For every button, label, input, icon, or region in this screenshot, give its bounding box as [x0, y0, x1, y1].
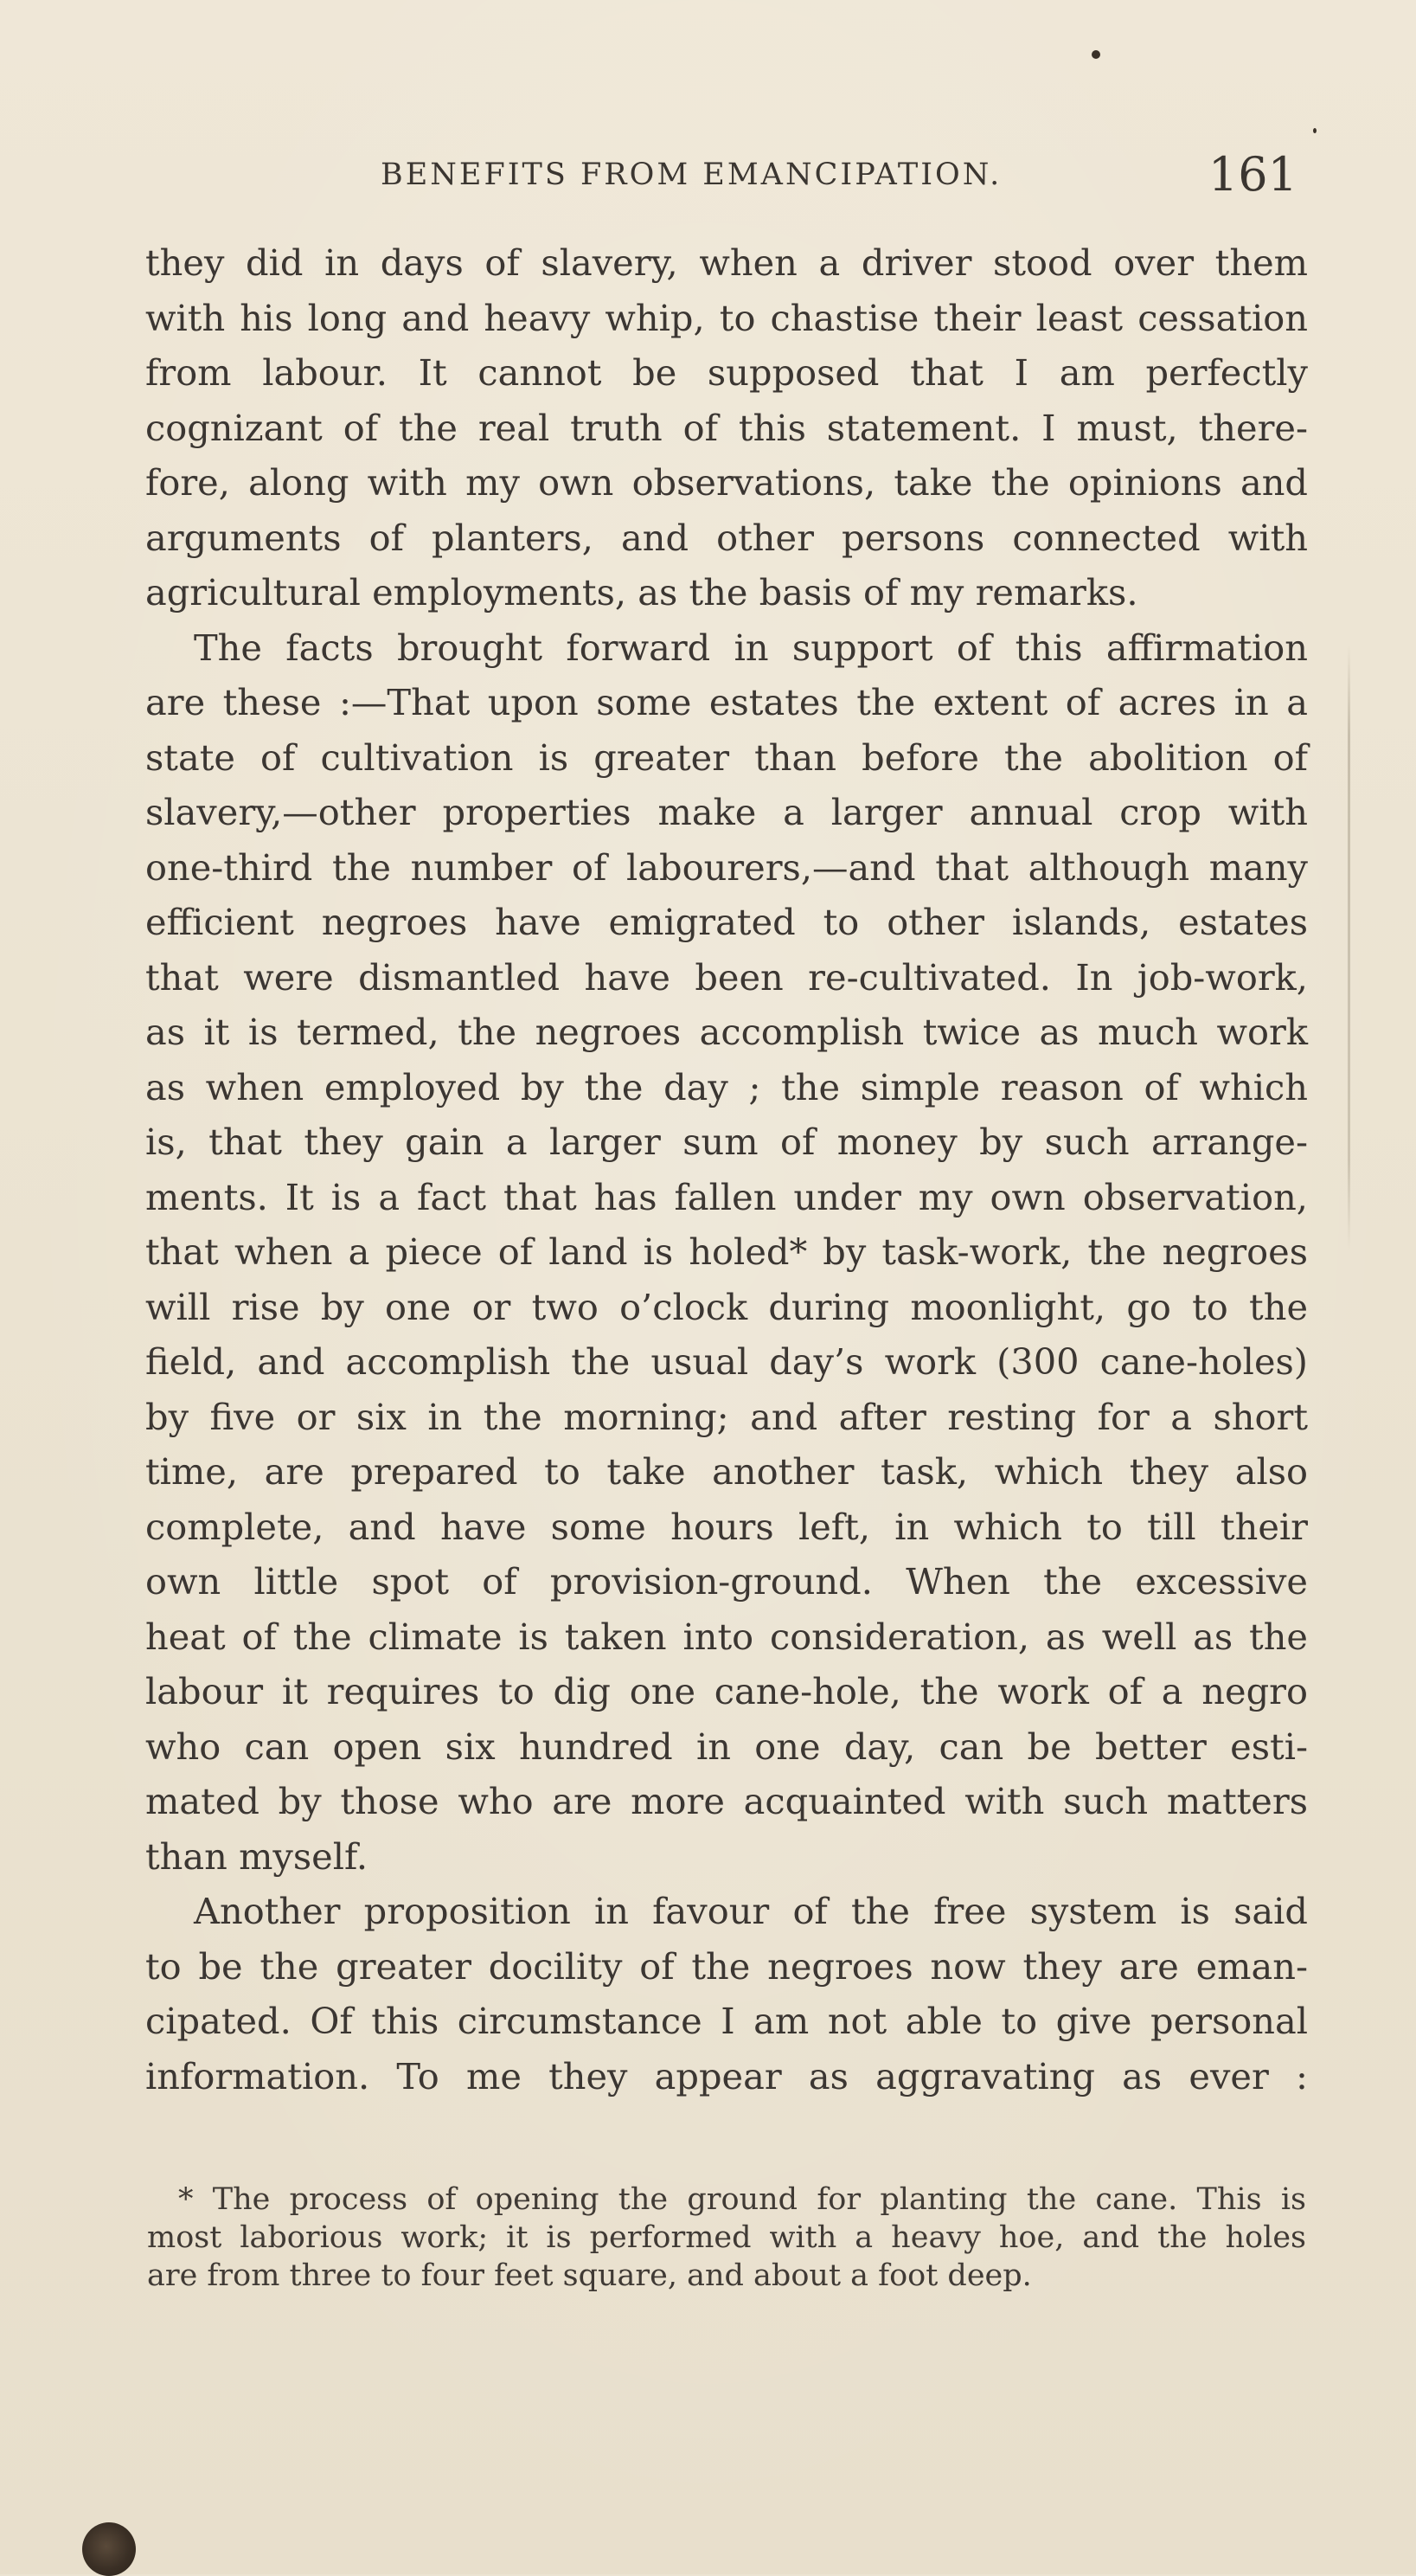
- text-line: fore, along with my own observations, take the opinions and: [145, 461, 1308, 504]
- text-line: slavery,—other properties make a larger annual crop with: [145, 791, 1308, 833]
- page-number: 161: [1208, 147, 1297, 202]
- text-line: own little spot of provision-ground. When the excessive: [145, 1560, 1308, 1603]
- text-line: efficient negroes have emigrated to other islands, estates: [145, 901, 1308, 943]
- text-line: one-third the number of labourers,—and that although many: [145, 845, 1308, 889]
- ink-speck: [1092, 50, 1100, 59]
- text-line: mated by those who are more acquainted with such matters: [145, 1780, 1308, 1822]
- running-head: [381, 147, 1315, 208]
- ink-blot: [82, 2522, 136, 2576]
- text-line: cognizant of the real truth of this statement. I must, there-: [145, 406, 1308, 449]
- text-line: arguments of planters, and other persons connected with: [145, 516, 1308, 559]
- text-line: they did in days of slavery, when a driver stood over them: [145, 241, 1308, 284]
- footnote-line: * The process of opening the ground for planting the cane. This is: [178, 2182, 1306, 2217]
- text-line: as when employed by the day ; the simple reason of which: [145, 1065, 1308, 1108]
- footnote-line: most laborious work; it is performed with a heavy hoe, and the holes: [147, 2220, 1306, 2255]
- footnote: [147, 2181, 1306, 2295]
- body-text: [145, 235, 1308, 2104]
- text-line: than myself.: [145, 1834, 368, 1878]
- text-line: agricultural employments, as the basis of my remarks.: [145, 571, 1138, 613]
- text-line: The facts brought forward in support of this affirmation: [194, 626, 1308, 669]
- text-line: by five or six in the morning; and after resting for a short: [145, 1395, 1308, 1438]
- text-line: is, that they gain a larger sum of money by such arrange-: [145, 1121, 1308, 1163]
- text-line: ments. It is a fact that has fallen under my own observation,: [145, 1175, 1308, 1218]
- ink-speck: [1313, 128, 1317, 133]
- text-line: that when a piece of land is holed* by task-work, the negroes: [145, 1230, 1308, 1273]
- text-line: with his long and heavy whip, to chastise their least cessation: [145, 296, 1308, 339]
- text-line: will rise by one or two o’clock during moonlight, go to the: [145, 1285, 1308, 1328]
- text-line: to be the greater docility of the negroes now they are eman-: [145, 1944, 1308, 1988]
- text-line: time, are prepared to take another task, which they also: [145, 1450, 1308, 1493]
- text-line: from labour. It cannot be supposed that I am perfectly: [145, 351, 1308, 394]
- text-line: information. To me they appear as aggravating as ever :: [145, 2054, 1308, 2097]
- text-line: labour it requires to dig one cane-hole, the work of a negro: [145, 1670, 1308, 1712]
- footnote-line: are from three to four feet square, and about a foot deep.: [147, 2258, 1032, 2293]
- running-title: BENEFITS FROM EMANCIPATION.: [381, 157, 1003, 192]
- text-line: as it is termed, the negroes accomplish twice as much work: [145, 1011, 1308, 1053]
- text-line: heat of the climate is taken into consideration, as well as the: [145, 1615, 1308, 1658]
- text-line: field, and accomplish the usual day’s work (300 cane-holes): [145, 1340, 1308, 1383]
- text-line: Another proposition in favour of the free system is said: [194, 1890, 1308, 1932]
- text-line: who can open six hundred in one day, can be better esti-: [145, 1725, 1308, 1768]
- text-line: complete, and have some hours left, in which to till their: [145, 1505, 1308, 1548]
- text-line: cipated. Of this circumstance I am not able to give personal: [145, 2000, 1308, 2042]
- text-line: are these :—That upon some estates the extent of acres in a: [145, 681, 1308, 723]
- text-line: that were dismantled have been re-cultivated. In job-work,: [145, 955, 1308, 999]
- text-line: state of cultivation is greater than before the abolition of: [145, 736, 1308, 779]
- margin-shadow-line: [1348, 645, 1350, 1250]
